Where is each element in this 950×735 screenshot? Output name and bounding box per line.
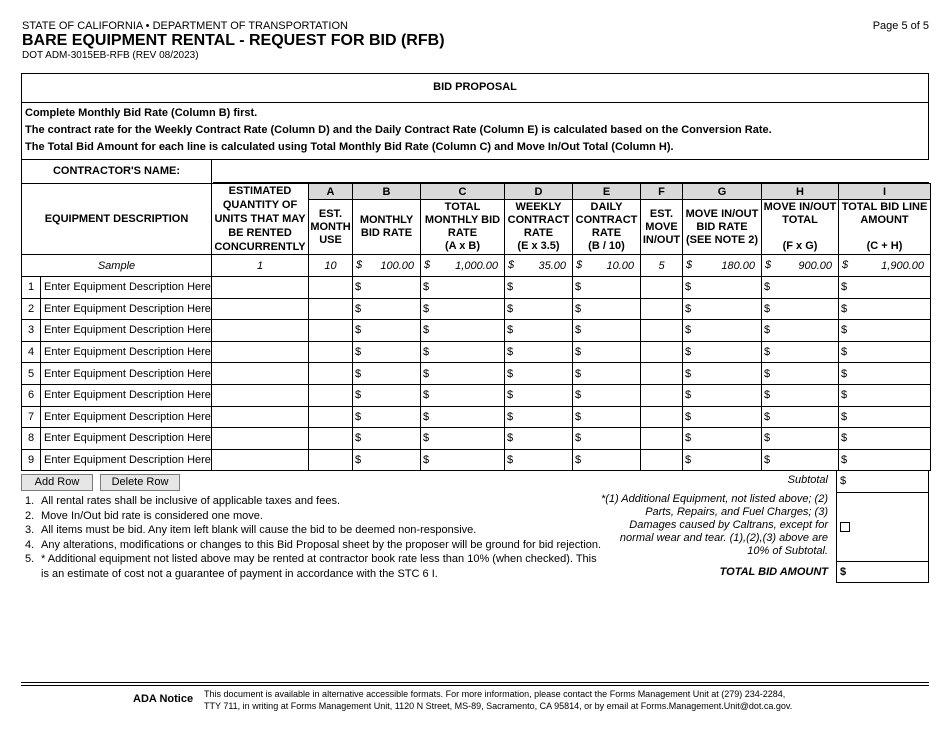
est-month-use-input[interactable]: [309, 449, 353, 471]
note-item: [25, 509, 601, 524]
sample-c: $ 1,000.00: [421, 255, 505, 277]
col-header-total-monthly-bid-rate: TOTAL MONTHLY BID RATE (A x B): [421, 200, 505, 255]
col-header-est-month-use: EST. MONTH USE: [309, 200, 353, 255]
subtotal-field[interactable]: $: [836, 470, 929, 493]
note-text: * Additional equipment not listed above may be rented at contractor book rate less than 10% (when checked). This: [41, 553, 597, 565]
total-bid-line-amount-field: $: [839, 341, 931, 363]
sample-d: $ 35.00: [505, 255, 573, 277]
est-move-in-out-input[interactable]: [641, 406, 683, 428]
row-number: 3: [22, 320, 41, 342]
est-move-in-out-input[interactable]: [641, 277, 683, 299]
monthly-bid-rate-input[interactable]: $: [353, 406, 421, 428]
col-letter-i: I: [839, 184, 931, 200]
move-in-out-total-field: $: [762, 277, 839, 299]
additional-equipment-label: *(1) Additional Equipment, not listed above; (2) Parts, Repairs, and Fuel Charges; (3) Damages caused by Caltrans, except for normal wear and tear. (1),(2),(3) above are 10% of Subtotal.: [600, 493, 828, 557]
table-row: [22, 277, 931, 299]
estimated-quantity-input[interactable]: [212, 298, 309, 320]
sample-i: $ 1,900.00: [839, 255, 931, 277]
equipment-description-input[interactable]: Enter Equipment Description Here: [41, 406, 212, 428]
col-letter-f: F: [641, 184, 683, 200]
est-move-in-out-input[interactable]: [641, 449, 683, 471]
row-number: 6: [22, 384, 41, 406]
weekly-contract-rate-field: $: [505, 363, 573, 385]
weekly-contract-rate-field: $: [505, 384, 573, 406]
weekly-contract-rate-field: $: [505, 277, 573, 299]
move-in-out-bid-rate-input[interactable]: $: [683, 341, 762, 363]
est-month-use-input[interactable]: [309, 277, 353, 299]
move-in-out-bid-rate-input[interactable]: $: [683, 428, 762, 450]
total-monthly-bid-rate-field: $: [421, 406, 505, 428]
note-number: 2.: [25, 509, 35, 522]
move-in-out-total-field: $: [762, 341, 839, 363]
total-bid-line-amount-field: $: [839, 449, 931, 471]
footer-rule: [21, 685, 929, 686]
note-number: 1.: [25, 495, 35, 507]
total-bid-line-amount-field: $: [839, 277, 931, 299]
col-header-equipment-description: EQUIPMENT DESCRIPTION: [22, 184, 212, 255]
move-in-out-bid-rate-input[interactable]: $: [683, 406, 762, 428]
est-month-use-input[interactable]: [309, 298, 353, 320]
weekly-contract-rate-field: $: [505, 449, 573, 471]
est-month-use-input[interactable]: [309, 320, 353, 342]
est-month-use-input[interactable]: [309, 384, 353, 406]
daily-contract-rate-field: $: [573, 277, 641, 299]
form-title: BARE EQUIPMENT RENTAL - REQUEST FOR BID (RFB): [22, 32, 445, 49]
col-header-total-bid-line-amount: TOTAL BID LINE AMOUNT (C + H): [839, 200, 931, 255]
ada-notice-line: This document is available in alternative accessible formats. For more information, please contact the Forms Management Unit at (279) 234-2284,: [204, 689, 786, 699]
agency-name: STATE OF CALIFORNIA • DEPARTMENT OF TRANSPORTATION: [22, 20, 348, 32]
move-in-out-bid-rate-input[interactable]: $: [683, 298, 762, 320]
sample-h: $ 900.00: [762, 255, 839, 277]
move-in-out-total-field: $: [762, 406, 839, 428]
daily-contract-rate-field: $: [573, 428, 641, 450]
footer-rule: [21, 682, 929, 683]
row-number: 9: [22, 449, 41, 471]
table-row: [22, 298, 931, 320]
notes-list: [25, 494, 601, 581]
ada-notice-label: ADA Notice: [133, 693, 194, 705]
move-in-out-total-field: $: [762, 298, 839, 320]
note-text: Any alterations, modifications or changes to this Bid Proposal sheet by the proposer will be ground for bid rejection.: [41, 538, 602, 551]
weekly-contract-rate-field: $: [505, 428, 573, 450]
estimated-quantity-input[interactable]: [212, 363, 309, 385]
col-letter-d: D: [505, 184, 573, 200]
daily-contract-rate-field: $: [573, 298, 641, 320]
instruction-line: The Total Bid Amount for each line is calculated using Total Monthly Bid Rate (Column C) and Move In/Out Total (Column H).: [25, 141, 674, 153]
estimated-quantity-input[interactable]: [212, 277, 309, 299]
note-item: [25, 567, 601, 582]
move-in-out-total-field: $: [762, 320, 839, 342]
table-row: [22, 428, 931, 450]
col-letter-e: E: [573, 184, 641, 200]
est-move-in-out-input[interactable]: [641, 428, 683, 450]
contractor-name-row: [21, 159, 929, 183]
monthly-bid-rate-input[interactable]: $: [353, 449, 421, 471]
table-row: [22, 384, 931, 406]
instructions: [21, 102, 929, 159]
additional-equipment-box: [836, 492, 929, 562]
sample-e: $ 10.00: [573, 255, 641, 277]
total-monthly-bid-rate-field: $: [421, 449, 505, 471]
monthly-bid-rate-input[interactable]: $: [353, 341, 421, 363]
monthly-bid-rate-input[interactable]: $: [353, 320, 421, 342]
contractor-name-input[interactable]: [213, 160, 929, 183]
form-id: DOT ADM-3015EB-RFB (REV 08/2023): [22, 50, 199, 61]
page-number: Page 5 of 5: [872, 20, 929, 32]
estimated-quantity-input[interactable]: [212, 320, 309, 342]
move-in-out-total-field: $: [762, 449, 839, 471]
delete-row-button[interactable]: Delete Row: [100, 474, 180, 491]
move-in-out-total-field: $: [762, 428, 839, 450]
estimated-quantity-input[interactable]: [212, 406, 309, 428]
note-item: [25, 494, 601, 509]
monthly-bid-rate-input[interactable]: $: [353, 384, 421, 406]
equipment-description-input[interactable]: Enter Equipment Description Here: [41, 363, 212, 385]
sample-b: $ 100.00: [353, 255, 421, 277]
note-number: 5.: [25, 553, 35, 565]
col-letter-c: C: [421, 184, 505, 200]
note-item: [25, 523, 601, 538]
total-bid-amount-field[interactable]: $: [836, 561, 929, 583]
daily-contract-rate-field: $: [573, 449, 641, 471]
sample-row: [22, 255, 931, 277]
monthly-bid-rate-input[interactable]: $: [353, 363, 421, 385]
move-in-out-bid-rate-input[interactable]: $: [683, 320, 762, 342]
weekly-contract-rate-field: $: [505, 298, 573, 320]
contractor-name-label: CONTRACTOR'S NAME:: [22, 160, 212, 183]
row-number: 8: [22, 428, 41, 450]
total-monthly-bid-rate-field: $: [421, 277, 505, 299]
table-row: [22, 449, 931, 471]
move-in-out-bid-rate-input[interactable]: $: [683, 277, 762, 299]
monthly-bid-rate-input[interactable]: $: [353, 298, 421, 320]
equipment-description-input[interactable]: Enter Equipment Description Here: [41, 428, 212, 450]
total-monthly-bid-rate-field: $: [421, 298, 505, 320]
weekly-contract-rate-field: $: [505, 320, 573, 342]
weekly-contract-rate-field: $: [505, 406, 573, 428]
col-letter-g: G: [683, 184, 762, 200]
note-number: 4.: [25, 538, 35, 551]
move-in-out-total-field: $: [762, 384, 839, 406]
sample-qty: 1: [212, 255, 309, 277]
bid-proposal-title: BID PROPOSAL: [21, 73, 929, 102]
est-move-in-out-input[interactable]: [641, 384, 683, 406]
est-move-in-out-input[interactable]: [641, 298, 683, 320]
sample-a: 10: [309, 255, 353, 277]
col-header-weekly-contract-rate: WEEKLY CONTRACT RATE (E x 3.5): [505, 200, 573, 255]
est-month-use-input[interactable]: [309, 406, 353, 428]
col-header-est-move-in-out: EST. MOVE IN/OUT: [641, 200, 683, 255]
col-header-monthly-bid-rate: MONTHLY BID RATE: [353, 200, 421, 255]
col-letter-h: H: [762, 184, 839, 200]
total-bid-line-amount-field: $: [839, 406, 931, 428]
total-monthly-bid-rate-field: $: [421, 320, 505, 342]
table-row: [22, 341, 931, 363]
note-text: All rental rates shall be inclusive of applicable taxes and fees.: [41, 495, 341, 507]
est-move-in-out-input[interactable]: [641, 363, 683, 385]
ada-notice-line: TTY 711, in writing at Forms Management Unit, 1120 N Street, MS-89, Sacramento, CA 95814, or by email at Forms.Management.Unit@dot.ca.gov.: [204, 700, 793, 711]
total-monthly-bid-rate-field: $: [421, 363, 505, 385]
col-header-move-in-out-bid-rate: MOVE IN/OUT BID RATE (SEE NOTE 2): [683, 200, 762, 255]
est-move-in-out-input[interactable]: [641, 341, 683, 363]
est-move-in-out-input[interactable]: [641, 320, 683, 342]
equipment-description-input[interactable]: Enter Equipment Description Here: [41, 341, 212, 363]
est-month-use-input[interactable]: [309, 363, 353, 385]
ada-notice-text: [204, 689, 792, 712]
col-header-estimated-quantity: ESTIMATED QUANTITY OF UNITS THAT MAY BE RENTED CONCURRENTLY: [212, 184, 309, 255]
total-bid-line-amount-field: $: [839, 320, 931, 342]
equipment-description-input[interactable]: Enter Equipment Description Here: [41, 320, 212, 342]
monthly-bid-rate-input[interactable]: $: [353, 428, 421, 450]
estimated-quantity-input[interactable]: [212, 428, 309, 450]
table-row: [22, 320, 931, 342]
move-in-out-bid-rate-input[interactable]: $: [683, 449, 762, 471]
total-bid-line-amount-field: $: [839, 363, 931, 385]
table-row: [22, 406, 931, 428]
note-item: [25, 538, 601, 553]
instruction-line: The contract rate for the Weekly Contract Rate (Column D) and the Daily Contract Rate (Column E) is calculated based on the Conversion Rate.: [25, 124, 772, 136]
total-bid-line-amount-field: $: [839, 384, 931, 406]
subtotal-label: Subtotal: [787, 474, 828, 486]
total-monthly-bid-rate-field: $: [421, 341, 505, 363]
daily-contract-rate-field: $: [573, 406, 641, 428]
add-row-button[interactable]: Add Row: [21, 474, 93, 491]
estimated-quantity-input[interactable]: [212, 341, 309, 363]
total-monthly-bid-rate-field: $: [421, 384, 505, 406]
move-in-out-bid-rate-input[interactable]: $: [683, 384, 762, 406]
daily-contract-rate-field: $: [573, 363, 641, 385]
note-text: All items must be bid. Any item left blank will cause the bid to be deemed non-responsive.: [41, 524, 477, 536]
table-row: [22, 363, 931, 385]
equipment-description-input[interactable]: Enter Equipment Description Here: [41, 277, 212, 299]
row-number: 5: [22, 363, 41, 385]
sample-g: $ 180.00: [683, 255, 762, 277]
note-text: Move In/Out bid rate is considered one move.: [41, 509, 263, 522]
daily-contract-rate-field: $: [573, 384, 641, 406]
equipment-description-input[interactable]: Enter Equipment Description Here: [41, 384, 212, 406]
row-number: 4: [22, 341, 41, 363]
move-in-out-total-field: $: [762, 363, 839, 385]
total-monthly-bid-rate-field: $: [421, 428, 505, 450]
note-text: is an estimate of cost not a guarantee of payment in accordance with the STC 6 I.: [41, 567, 438, 580]
col-header-daily-contract-rate: DAILY CONTRACT RATE (B / 10): [573, 200, 641, 255]
col-letter-b: B: [353, 184, 421, 200]
additional-equipment-checkbox[interactable]: [840, 522, 850, 532]
est-month-use-input[interactable]: [309, 428, 353, 450]
estimated-quantity-input[interactable]: [212, 449, 309, 471]
monthly-bid-rate-input[interactable]: $: [353, 277, 421, 299]
total-bid-line-amount-field: $: [839, 428, 931, 450]
est-month-use-input[interactable]: [309, 341, 353, 363]
instruction-line: Complete Monthly Bid Rate (Column B) first.: [25, 107, 258, 119]
sample-f: 5: [641, 255, 683, 277]
estimated-quantity-input[interactable]: [212, 384, 309, 406]
row-number: 2: [22, 298, 41, 320]
equipment-description-input[interactable]: Enter Equipment Description Here: [41, 449, 212, 471]
note-number: 3.: [25, 524, 35, 536]
equipment-bid-table: [21, 183, 931, 471]
col-header-move-in-out-total: MOVE IN/OUT TOTAL (F x G): [762, 200, 839, 255]
total-bid-amount-label: TOTAL BID AMOUNT: [719, 566, 828, 578]
daily-contract-rate-field: $: [573, 320, 641, 342]
col-letter-a: A: [309, 184, 353, 200]
weekly-contract-rate-field: $: [505, 341, 573, 363]
move-in-out-bid-rate-input[interactable]: $: [683, 363, 762, 385]
total-bid-line-amount-field: $: [839, 298, 931, 320]
equipment-description-input[interactable]: Enter Equipment Description Here: [41, 298, 212, 320]
note-item: [25, 552, 601, 567]
daily-contract-rate-field: $: [573, 341, 641, 363]
row-number: 1: [22, 277, 41, 299]
row-number: 7: [22, 406, 41, 428]
sample-label: Sample: [22, 255, 212, 277]
